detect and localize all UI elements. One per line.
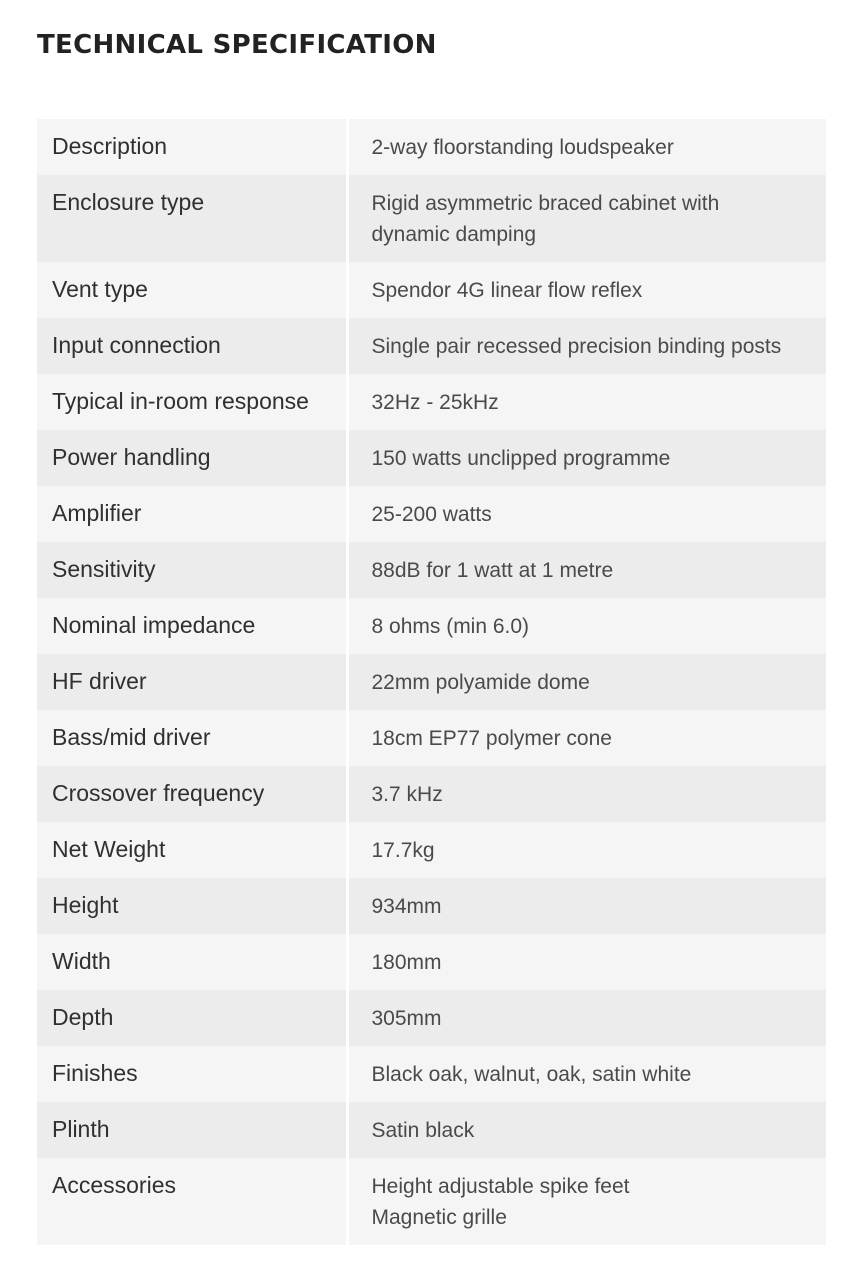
spec-value: [347, 175, 826, 262]
spec-label: Net Weight: [37, 822, 347, 878]
spec-row: [37, 1158, 826, 1245]
spec-label: Typical in-room response: [37, 374, 347, 430]
spec-row: [37, 878, 826, 934]
spec-label: Bass/mid driver: [37, 710, 347, 766]
spec-row: [37, 262, 826, 318]
spec-value-line: 22mm polyamide dome: [371, 671, 590, 694]
spec-value-line: Black oak, walnut, oak, satin white: [371, 1063, 692, 1086]
spec-value: [347, 710, 826, 766]
spec-table: [37, 119, 826, 1245]
spec-label: Plinth: [37, 1102, 347, 1158]
spec-value: [347, 262, 826, 318]
spec-value-line: Magnetic grille: [371, 1206, 507, 1229]
spec-value-line: Height adjustable spike feet: [371, 1175, 630, 1198]
spec-table-body: [37, 119, 826, 1245]
spec-value-line: Spendor 4G linear flow reflex: [371, 279, 643, 302]
page-title: TECHNICAL SPECIFICATION: [37, 30, 437, 60]
spec-value: [347, 1102, 826, 1158]
spec-value-line: 2-way floorstanding loudspeaker: [371, 136, 674, 159]
spec-value-line: 18cm EP77 polymer cone: [371, 727, 612, 750]
spec-label: Vent type: [37, 262, 347, 318]
spec-label: Sensitivity: [37, 542, 347, 598]
spec-value-line: 88dB for 1 watt at 1 metre: [371, 559, 614, 582]
spec-value: [347, 542, 826, 598]
spec-label: Nominal impedance: [37, 598, 347, 654]
spec-value: [347, 822, 826, 878]
spec-label: Depth: [37, 990, 347, 1046]
spec-value-line: Rigid asymmetric braced cabinet with: [371, 192, 720, 215]
spec-label: Height: [37, 878, 347, 934]
spec-value-line: 3.7 kHz: [371, 783, 443, 806]
spec-label: Amplifier: [37, 486, 347, 542]
spec-value-line: 25-200 watts: [371, 503, 492, 526]
spec-row: [37, 374, 826, 430]
spec-value: [347, 1046, 826, 1102]
spec-value-line: Single pair recessed precision binding posts: [371, 335, 782, 358]
spec-value: [347, 486, 826, 542]
spec-row: [37, 175, 826, 262]
spec-label: Enclosure type: [37, 175, 347, 262]
spec-label: Accessories: [37, 1158, 347, 1245]
spec-row: [37, 654, 826, 710]
spec-value-line: 934mm: [371, 895, 442, 918]
spec-row: [37, 990, 826, 1046]
spec-value: [347, 990, 826, 1046]
spec-row: [37, 1102, 826, 1158]
spec-row: [37, 598, 826, 654]
spec-value: [347, 1158, 826, 1245]
spec-value: [347, 766, 826, 822]
spec-row: [37, 934, 826, 990]
spec-row: [37, 318, 826, 374]
spec-value-line: Satin black: [371, 1119, 475, 1142]
spec-row: [37, 486, 826, 542]
spec-value: [347, 318, 826, 374]
spec-value-line: 180mm: [371, 951, 442, 974]
spec-value: [347, 598, 826, 654]
spec-value: [347, 934, 826, 990]
spec-value-line: 32Hz - 25kHz: [371, 391, 499, 414]
spec-label: Crossover frequency: [37, 766, 347, 822]
spec-value-line: dynamic damping: [371, 223, 537, 246]
spec-row: [37, 119, 826, 175]
spec-row: [37, 430, 826, 486]
spec-value: [347, 119, 826, 175]
spec-row: [37, 710, 826, 766]
spec-label: Description: [37, 119, 347, 175]
spec-label: HF driver: [37, 654, 347, 710]
spec-label: Power handling: [37, 430, 347, 486]
spec-value-line: 8 ohms (min 6.0): [371, 615, 530, 638]
spec-row: [37, 766, 826, 822]
spec-value-line: 17.7kg: [371, 839, 435, 862]
spec-row: [37, 1046, 826, 1102]
spec-label: Width: [37, 934, 347, 990]
spec-value-line: 305mm: [371, 1007, 442, 1030]
spec-label: Input connection: [37, 318, 347, 374]
spec-value-line: 150 watts unclipped programme: [371, 447, 671, 470]
spec-row: [37, 542, 826, 598]
spec-row: [37, 822, 826, 878]
spec-label: Finishes: [37, 1046, 347, 1102]
spec-value: [347, 374, 826, 430]
spec-value: [347, 430, 826, 486]
spec-value: [347, 654, 826, 710]
spec-value: [347, 878, 826, 934]
